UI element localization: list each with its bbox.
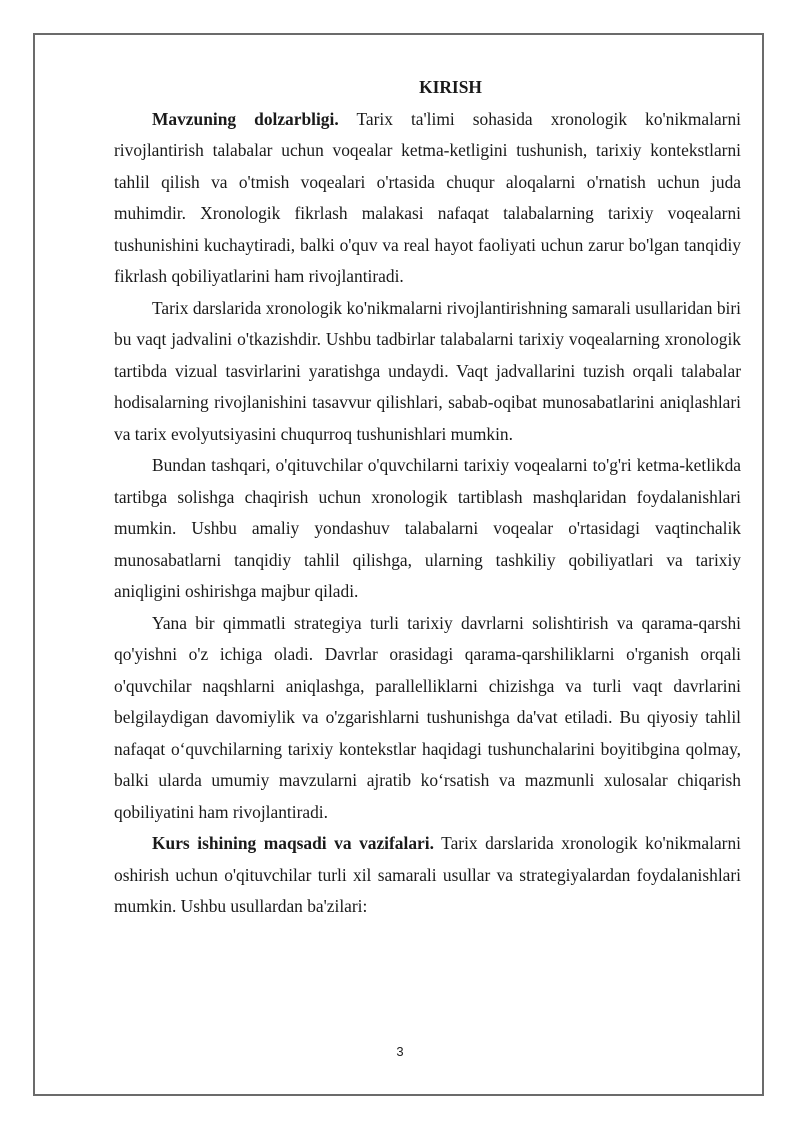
- paragraph-text: Tarix darslarida xronologik ko'nikmalarni oshirish uchun o'qituvchilar turli xil samarali usullar va strategiyalardan foydalanishlari mumkin. Ushbu usullardan ba'zilari:: [114, 833, 741, 916]
- paragraph-lead: Kurs ishining maqsadi va vazifalari.: [152, 833, 434, 853]
- page-number: 3: [396, 1044, 404, 1059]
- paragraph-text: Tarix darslarida xronologik ko'nikmalarni rivojlantirishning samarali usullaridan biri bu vaqt jadvalini o'tkazishdir. Ushbu tadbirlar talabalarni tarixiy voqealarning xronologik tartibda vizual tasvirlarini yaratishga undaydi. Vaqt jadvallarini tuzish orqali talabalar hodisalarning rivojlanishini tasavvur qilishlari, sabab-oqibat munosabatlarini aniqlashlari va tarix evolyutsiyasini chuqurroq tushunishlari mumkin.: [114, 297, 741, 444]
- paragraph-text: Bundan tashqari, o'qituvchilar o'quvchilarni tarixiy voqealarni to'g'ri ketma-ketlikda tartibga solishga chaqirish uchun xronologik tartiblash mashqlaridan foydalanishlari mumkin. Ushbu amaliy yondashuv talabalarni voqealar o'rtasidagi vaqtinchalik munosabatlarni tanqidiy tahlil qilishga, ularning tashkiliy qobiliyatlari va tarixiy aniqligini oshirishga majbur qiladi.: [114, 455, 741, 601]
- paragraph-goals: [114, 828, 741, 923]
- paragraph-timelines: [114, 293, 741, 451]
- paragraph-lead: Mavzuning dolzarbligi.: [152, 108, 339, 129]
- paragraph-text: Yana bir qimmatli strategiya turli tarixiy davrlarni solishtirish va qarama-qarshi qo'yishni o'z ichiga oladi. Davrlar orasidagi qarama-qarshiliklarni o'rganish orqali o'quvchilar naqshlarni aniqlashga, parallelliklarni chizishga va turli vaqt davrlarini belgilaydigan davomiylik va o'zgarishlarni tushunishga da'vat etiladi. Bu qiyosiy tahlil nafaqat o‘quvchilarning tarixiy kontekstlar haqidagi tushunchalarini boyitibgina qolmay, balki ularda umumiy mavzularni ajratib ko‘rsatish va mazmunli xulosalar chiqarish qobiliyatini ham rivojlantiradi.: [114, 612, 741, 822]
- paragraph-text: Tarix ta'limi sohasida xronologik ko'nikmalarni rivojlantirish talabalar uchun voqealar ketma-ketligini tushunish, tarixiy kontekstlarni tahlil qilish va o'tmish voqealari o'rtasida chuqur aloqalarni o'rnatish uchun juda muhimdir. Xronologik fikrlash malakasi nafaqat talabalarning tarixiy voqealarni tushunishini kuchaytiradi, balki o'quv va real hayot faoliyati uchun zarur bo'lgan tanqidiy fikrlash qobiliyatlarini ham rivojlantiradi.: [114, 108, 741, 286]
- paragraph-relevance: [114, 104, 741, 293]
- section-heading: KIRISH: [419, 77, 482, 97]
- paragraph-sequencing: [114, 450, 741, 608]
- document-body: [114, 72, 741, 923]
- paragraph-comparison: [114, 608, 741, 829]
